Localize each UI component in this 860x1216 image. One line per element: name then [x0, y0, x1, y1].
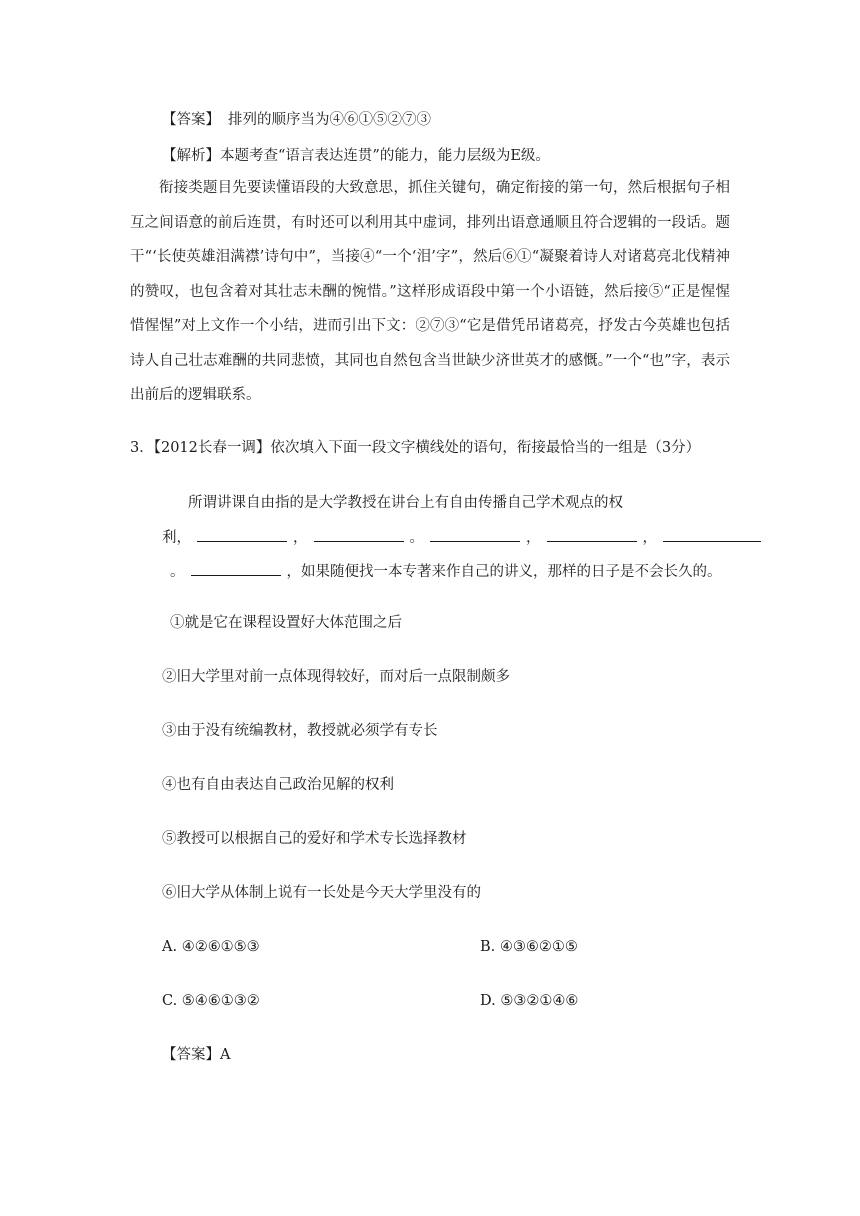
answer-3-line: [162, 1045, 230, 1065]
blank-1: [197, 527, 287, 542]
passage-line-1: 所谓讲课自由指的是大学教授在讲台上有自由传播自己学术观点的权: [188, 495, 623, 511]
statement-1: ①就是它在课程设置好大体范围之后: [170, 615, 402, 631]
answer-label: 【答案】: [162, 112, 220, 128]
answer-3-text: A: [220, 1047, 231, 1063]
option-a: A. ④②⑥①⑤③: [162, 939, 260, 955]
option-b: B. ④③⑥②①⑤: [480, 939, 578, 955]
sep-comma-3: ，: [642, 530, 657, 546]
statement-6: ⑥旧大学从体制上说有一长处是今天大学里没有的: [162, 885, 481, 901]
answer-line: [162, 110, 431, 130]
analysis-text: 本题考查“语言表达连贯”的能力，能力层级为E级。: [220, 148, 550, 164]
passage-line3-start: 。: [170, 564, 185, 580]
question-tag: 【2012长春一调】: [153, 440, 271, 456]
question-3: [130, 438, 700, 458]
sep-comma-2: ，: [526, 530, 541, 546]
blank-4: [547, 527, 637, 542]
statement-2: ②旧大学里对前一点体现得较好，而对后一点限制颇多: [162, 669, 510, 685]
sep-comma-1: ，: [293, 530, 308, 546]
analysis-body: 衔接类题目先要读懂语段的大致意思，抓住关键句，确定衔接的第一句，然后根据句子相互之间语意的前后连贯，有时还可以利用其中虚词，排列出语意通顺且符合逻辑的一段话。题干“‘长使英雄泪满襟’诗句中”，当接④“一个‘泪’字”，然后⑥①“凝聚着诗人对诸葛亮北伐精神的赞叹，也包含着对其壮志未酬的惋惜。”这样形成语段中第一个小语链，然后接⑤“正是惺惺惜惺惺”对上文作一个小结，进而引出下文：②⑦③“它是借凭吊诸葛亮，抒发古今英雄也包括诗人自己壮志难酬的共同悲愤，其同也自然包含当世缺少济世英才的感慨。”一个“也”字，表示出前后的逻辑联系。: [130, 180, 730, 403]
blank-5: [663, 527, 761, 542]
passage-line-2: [162, 527, 767, 548]
statement-3: ③由于没有统编教材，教授就必须学有专长: [162, 723, 438, 739]
analysis-line: [162, 146, 550, 166]
passage-line-3: [170, 561, 722, 582]
answer-text: 排列的顺序当为④⑥①⑤②⑦③: [228, 112, 431, 128]
statement-4: ④也有自由表达自己政治见解的权利: [162, 777, 394, 793]
question-number: 3．: [130, 440, 154, 456]
passage-line3-end: ，如果随便找一本专著来作自己的讲义，那样的日子是不会长久的。: [286, 564, 722, 580]
statement-5: ⑤教授可以根据自己的爱好和学术专长选择教材: [162, 831, 467, 847]
passage-line2-start: 利，: [162, 530, 191, 546]
blank-2: [314, 527, 404, 542]
option-d: D. ⑤③②①④⑥: [480, 993, 579, 1009]
blank-6: [191, 561, 281, 576]
option-c: C. ⑤④⑥①③②: [162, 993, 260, 1009]
analysis-label: 【解析】: [162, 148, 220, 164]
answer-3-label: 【答案】: [162, 1047, 220, 1063]
blank-3: [430, 527, 520, 542]
sep-period-1: 。: [409, 530, 424, 546]
question-text: 依次填入下面一段文字横线处的语句，衔接最恰当的一组是（3分）: [270, 440, 701, 456]
